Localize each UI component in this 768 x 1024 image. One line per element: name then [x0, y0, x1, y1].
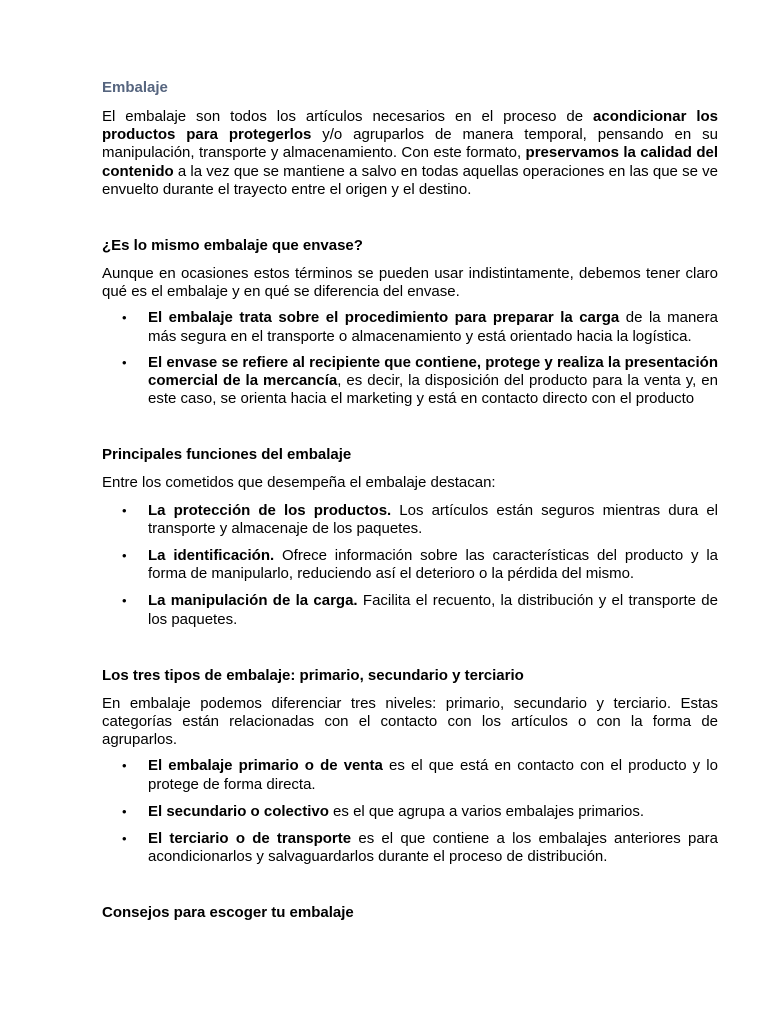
bullet-icon: • [122, 354, 127, 370]
bullet-icon: • [122, 548, 127, 564]
list-item: • El embalaje primario o de venta es el que está en contacto con el producto y lo protege de forma directa. [122, 757, 718, 793]
bullet-icon: • [122, 803, 127, 819]
bullet-icon: • [122, 310, 127, 326]
section-title-tipos-embalaje: Los tres tipos de embalaje: primario, secundario y terciario [102, 666, 524, 684]
document-page [102, 78, 718, 932]
section-title-consejos: Consejos para escoger tu embalaje [102, 904, 354, 922]
list-item: • El envase se refiere al recipiente que contiene, protege y realiza la presentación comercial de la mercancía, es decir, la disposición del producto para la venta y, en este caso, se orienta hacia el marketing y está en contacto directo con el producto [122, 353, 718, 408]
section-title-embalaje-vs-envase: ¿Es lo mismo embalaje que envase? [102, 237, 363, 255]
bullet-icon: • [122, 502, 127, 518]
list-item: • El secundario o colectivo es el que agrupa a varios embalajes primarios. [122, 802, 645, 820]
paragraph-embalaje-vs-envase-intro: Aunque en ocasiones estos términos se pueden usar indistintamente, debemos tener claro qué es el embalaje y en qué se diferencia del envase. [102, 265, 718, 301]
bullet-icon: • [122, 758, 127, 774]
paragraph-embalaje-definition: El embalaje son todos los artículos necesarios en el proceso de acondicionar los productos para protegerlos y/o agruparlos de manera temporal, pensando en su manipulación, transporte y almacenamiento. Con este formato, preservamos la calidad del contenido a la vez que se mantiene a salvo en todas aquellas operaciones en las que se ve envuelto durante el trayecto entre el origen y el destino. [102, 108, 718, 198]
bullet-icon: • [122, 593, 127, 609]
bullet-icon: • [122, 831, 127, 847]
list-funciones [102, 502, 718, 629]
list-item: • El terciario o de transporte es el que contiene a los embalajes anteriores para acondicionarlos y salvaguardarlos durante el proceso de distribución. [122, 830, 719, 866]
list-item: • La protección de los productos. Los artículos están seguros mientras dura el transporte y almacenaje de los paquetes. [122, 501, 718, 537]
list-item: • La identificación. Ofrece información sobre las características del producto y la forma de manipularlo, reduciendo así el deterioro o la pérdida del mismo. [122, 547, 718, 583]
list-item: • La manipulación de la carga. Facilita el recuento, la distribución y el transporte de los paquetes. [122, 592, 718, 628]
section-title-embalaje: Embalaje [102, 79, 168, 96]
paragraph-tipos-intro: En embalaje podemos diferenciar tres niveles: primario, secundario y terciario. Estas categorías están relacionadas con el contacto con los artículos o con la forma de agruparlos. [102, 694, 718, 749]
paragraph-funciones-intro: Entre los cometidos que desempeña el embalaje destacan: [102, 474, 496, 492]
list-embalaje-vs-envase [102, 309, 718, 408]
list-tipos-embalaje [102, 757, 718, 866]
section-title-principales-funciones: Principales funciones del embalaje [102, 446, 352, 464]
list-item: • El embalaje trata sobre el procedimiento para preparar la carga de la manera más segura en el transporte o almacenamiento y está orientado hacia la logística. [122, 309, 718, 345]
